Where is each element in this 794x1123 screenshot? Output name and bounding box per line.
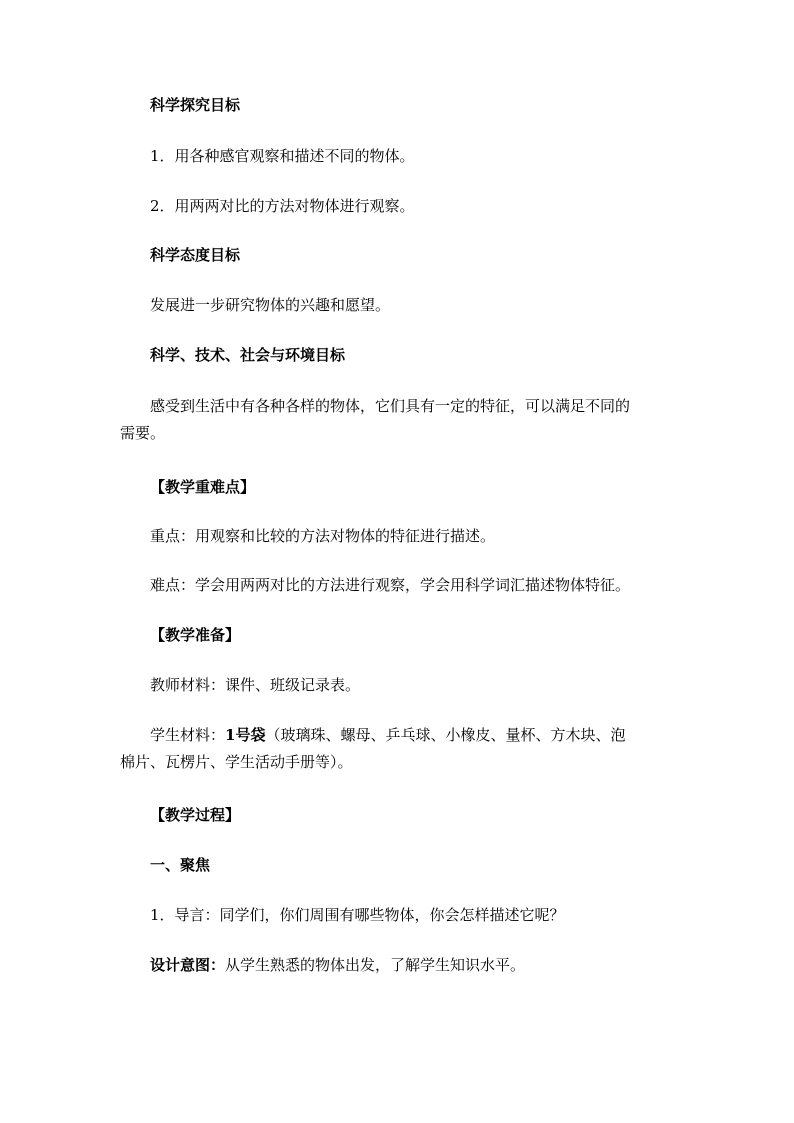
design-intent-line [120, 952, 710, 979]
sts-goal-paragraph [120, 393, 680, 447]
heading-teaching-process: 【教学过程】 [150, 806, 241, 824]
teacher-materials-text: 教师材料：课件、班级记录表。 [150, 676, 361, 694]
design-intent-text: 从学生熟悉的物体出发，了解学生知识水平。 [225, 956, 526, 974]
student-materials-label: 学生材料： [150, 726, 226, 744]
inquiry-goal-1: 1．用各种感官观察和描述不同的物体。 [150, 147, 415, 165]
heading-sts-goals: 科学、技术、社会与环境目标 [150, 346, 346, 364]
inquiry-goal-2: 2．用两两对比的方法对物体进行观察。 [150, 197, 415, 215]
student-materials-line-2: 棉片、瓦楞片、学生活动手册等）。 [120, 753, 353, 771]
key-point-text: 重点：用观察和比较的方法对物体的特征进行描述。 [150, 527, 496, 545]
heading-teaching-preparation: 【教学准备】 [150, 626, 241, 644]
design-intent-label: 设计意图： [150, 956, 226, 974]
heading-focus-section: 一、聚焦 [150, 856, 211, 874]
sts-goal-line-2: 需要。 [120, 424, 166, 442]
difficult-point-text: 难点：学会用两两对比的方法进行观察，学会用科学词汇描述物体特征。 [150, 576, 631, 594]
heading-science-attitude-goals: 科学态度目标 [150, 246, 241, 264]
student-bag-label: 1号袋 [225, 726, 266, 744]
heading-science-inquiry-goals: 科学探究目标 [150, 96, 241, 114]
attitude-goal-text: 发展进一步研究物体的兴趣和愿望。 [150, 296, 391, 314]
student-materials-list-start: （玻璃珠、螺母、乒乓球、小橡皮、量杯、方木块、泡 [265, 726, 626, 744]
focus-item-1: 1．导言：同学们，你们周围有哪些物体，你会怎样描述它呢？ [150, 906, 565, 924]
heading-key-difficult-points: 【教学重难点】 [150, 478, 256, 496]
sts-goal-line-1: 感受到生活中有各种各样的物体，它们具有一定的特征，可以满足不同的 [150, 397, 631, 415]
student-materials-paragraph [120, 722, 680, 776]
student-materials-line-1 [120, 722, 680, 749]
